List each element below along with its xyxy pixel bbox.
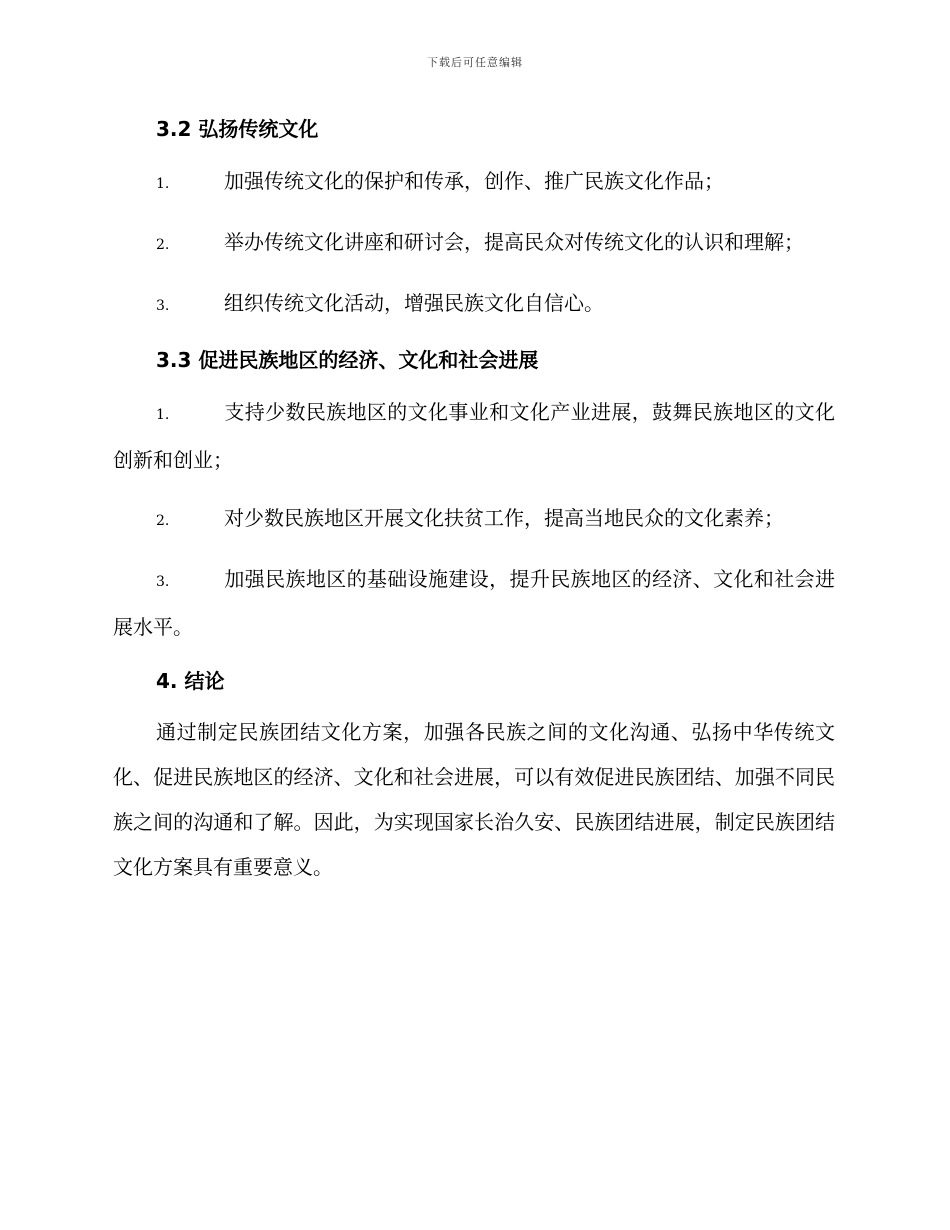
list-item-text: 对少数民族地区开展文化扶贫工作，提高当地民众的文化素养； [224,506,784,530]
document-body [113,112,835,910]
list-item-text: 支持少数民族地区的文化事业和文化产业进展，鼓舞民族地区的文化创新和创业； [113,400,835,472]
list-item-text: 加强传统文化的保护和传承，创作、推广民族文化作品； [224,169,724,193]
conclusion-paragraph: 通过制定民族团结文化方案，加强各民族之间的文化沟通、弘扬中华传统文化、促进民族地区的经济、文化和社会进展，可以有效促进民族团结、加强不同民族之间的沟通和了解。因此，为实现国家长治久安、民族团结进展，制定民族团结文化方案具有重要意义。 [113,720,835,879]
list-item-number: 2. [156,513,170,529]
section-heading: 4. 结论 [156,669,225,693]
list-item-number: 3. [156,298,170,314]
list-item [113,390,835,483]
list-item-number: 1. [156,176,170,192]
list-item [113,496,835,544]
section-promote-regional-development [113,343,835,650]
list-item [113,557,835,650]
section-heading: 3.3 促进民族地区的经济、文化和社会进展 [156,348,539,372]
list-item-text: 组织传统文化活动，增强民族文化自信心。 [224,291,604,315]
list-item-text: 举办传统文化讲座和研讨会，提高民众对传统文化的认识和理解； [224,230,804,254]
list-item-text: 加强民族地区的基础设施建设，提升民族地区的经济、文化和社会进展水平。 [113,567,835,639]
list-item-number: 1. [156,407,170,423]
list-item [113,220,835,268]
page-header: 下载后可任意编辑 [427,56,523,69]
section-promote-traditional-culture [113,112,835,329]
section-heading: 3.2 弘扬传统文化 [156,117,319,141]
list-item-number: 3. [156,574,170,590]
section-conclusion [113,664,835,890]
list-item [113,159,835,207]
list-item-number: 2. [156,237,170,253]
list-item [113,281,835,329]
